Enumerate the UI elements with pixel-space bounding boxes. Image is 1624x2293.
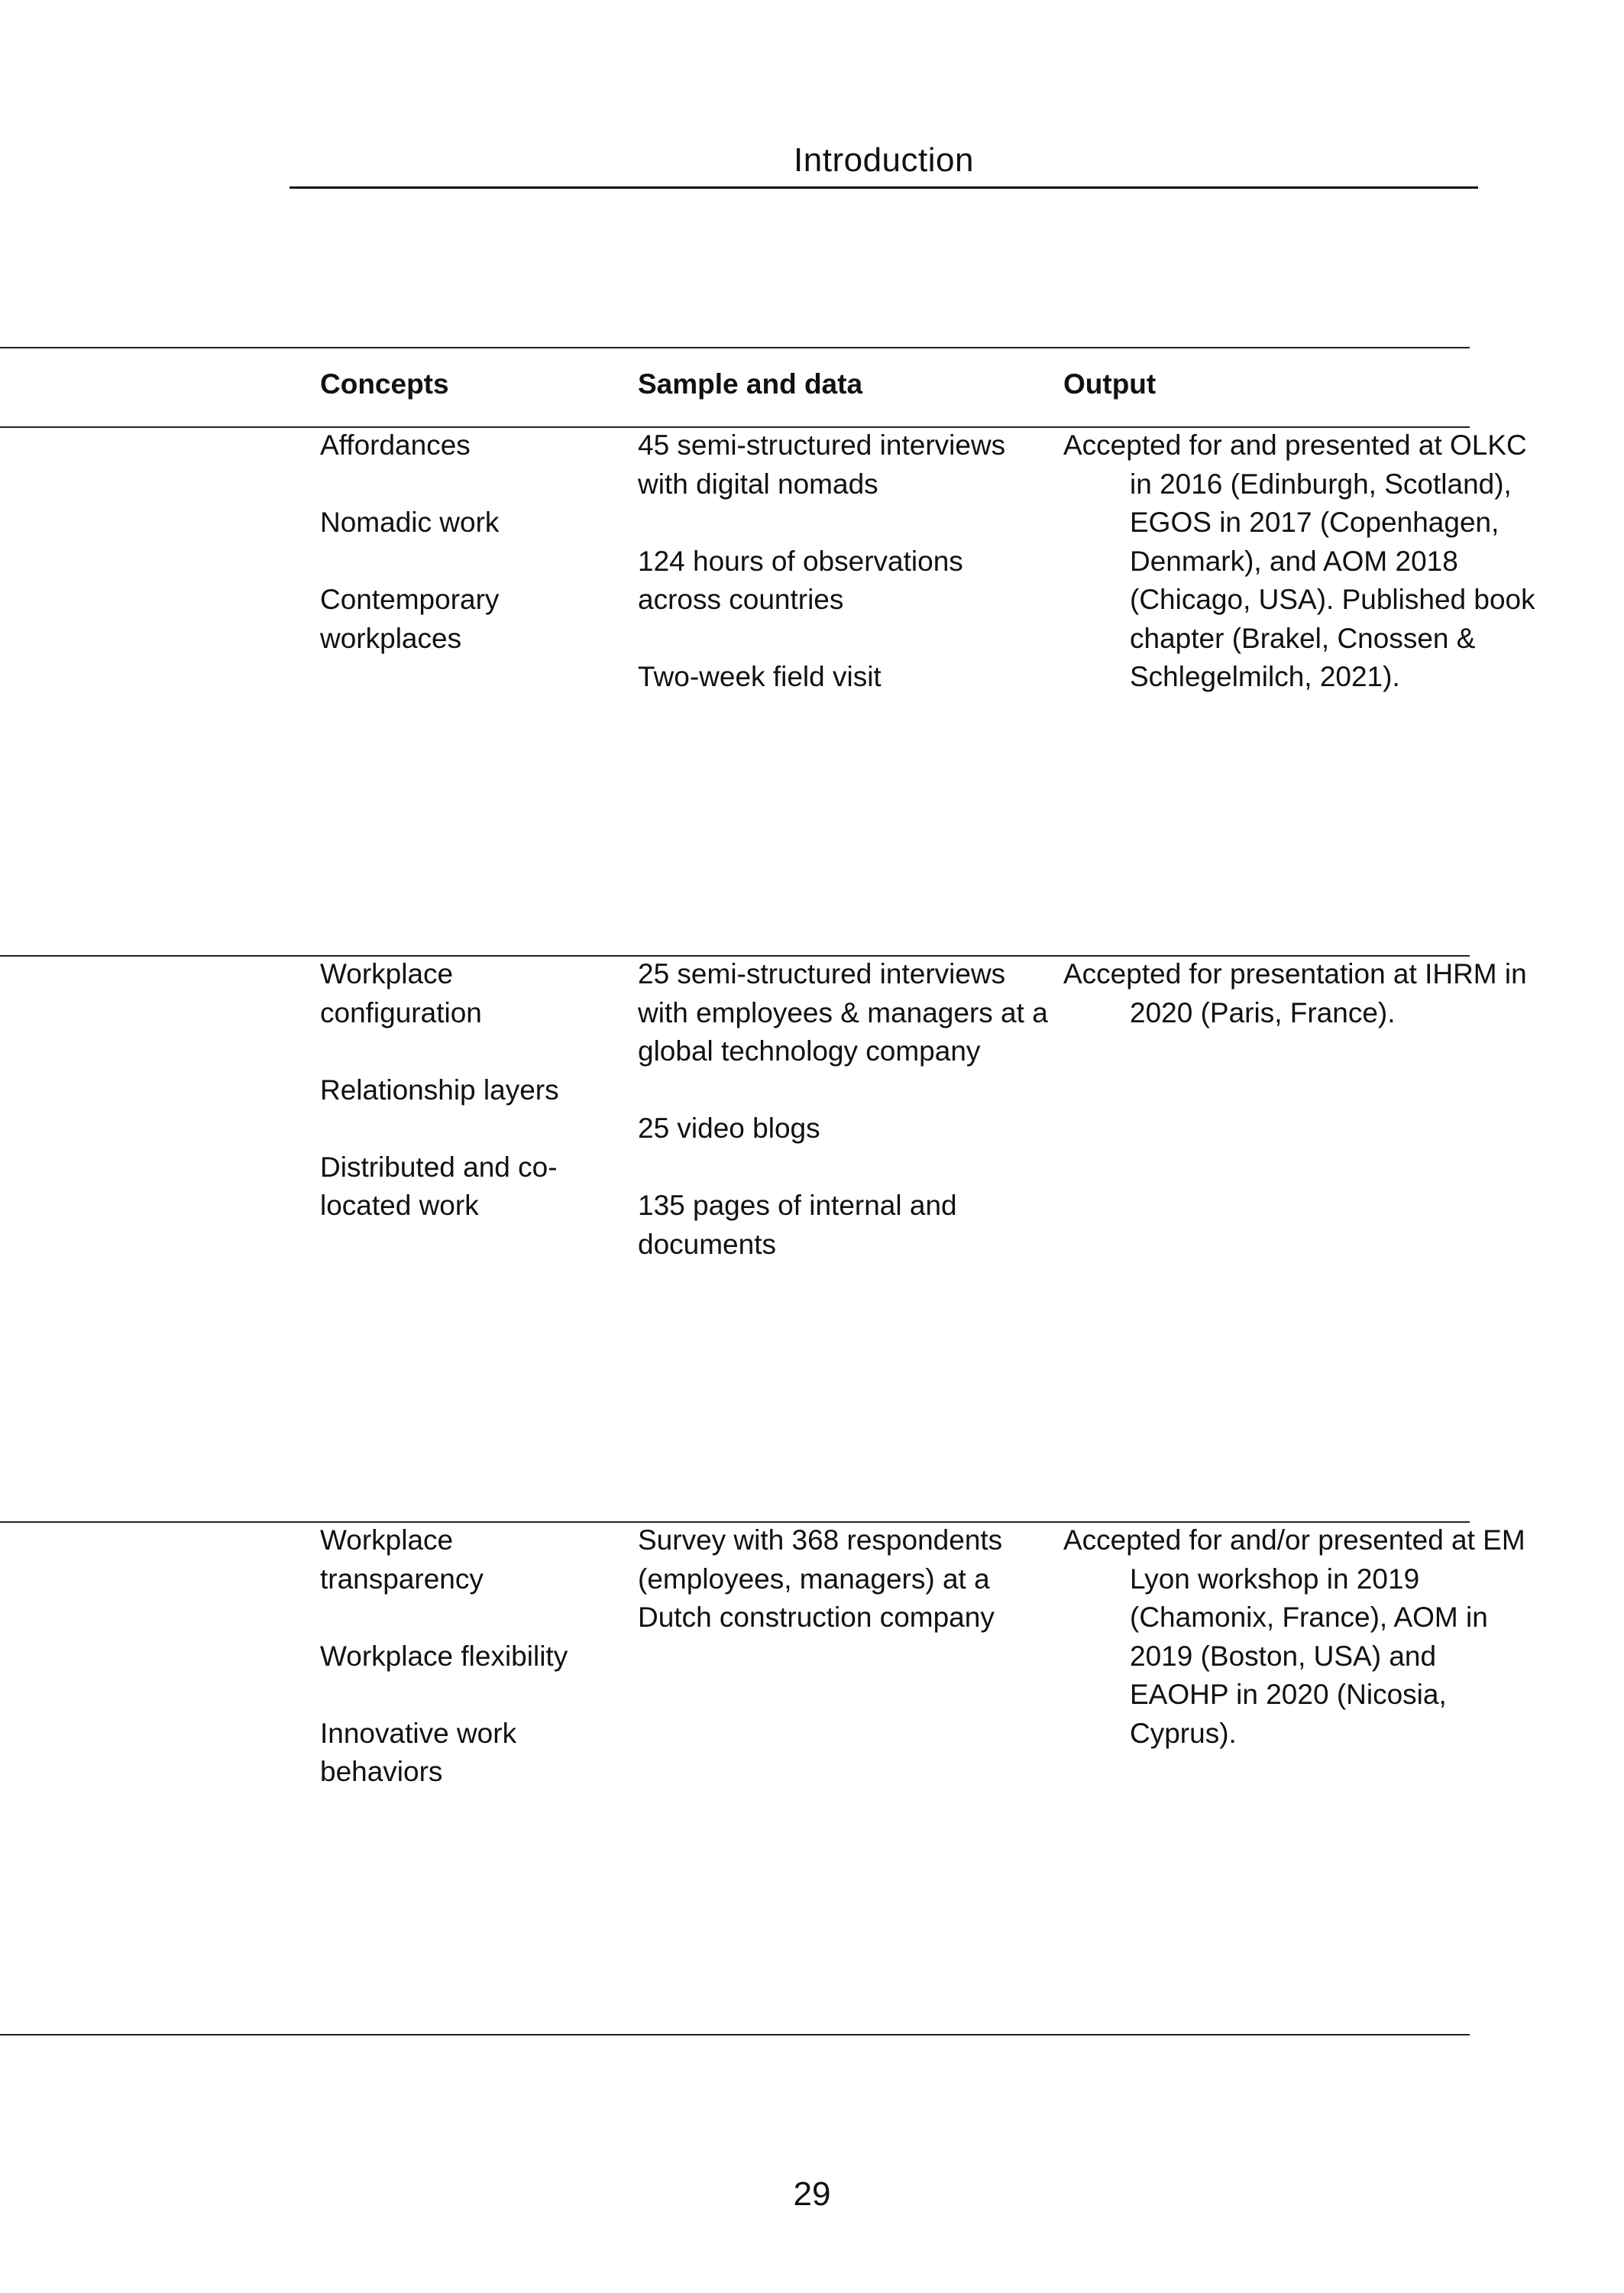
table-row-2-sample: [638, 955, 1050, 1264]
table-row-3-output: Accepted for and/or presented at EM Lyon workshop in 2019 (Chamonix, France), AOM in 2019 (Boston, USA) and EAOHP in 2020 (Nicosia, Cyprus).: [1063, 1524, 1525, 1749]
table-row-1-concepts: [320, 426, 610, 658]
table-row-3-sample: [638, 1521, 1050, 1637]
column-header-sample-and-data: Sample and data: [638, 368, 863, 400]
column-header-output: Output: [1063, 368, 1157, 400]
concept-item: Innovative work behaviors: [320, 1717, 517, 1787]
table-row-2-concepts: [320, 955, 610, 1226]
table-row-3-concepts: [320, 1521, 610, 1792]
concept-item: Nomadic work: [320, 507, 500, 538]
sample-item: Survey with 368 respondents (employees, managers) at a Dutch construction company: [638, 1524, 1003, 1633]
concept-item: Distributed and co-located work: [320, 1151, 558, 1221]
table-row-1-output: Accepted for and presented at OLKC in 2016 (Edinburgh, Scotland), EGOS in 2017 (Copenhagen, Denmark), and AOM 2018 (Chicago, USA). Published book chapter (Brakel, Cnossen & Schlegelmilch, 2021).: [1063, 429, 1535, 692]
table-top-rule: [0, 347, 1470, 348]
sample-item: 135 pages of internal and documents: [638, 1190, 957, 1260]
column-header-concepts: Concepts: [320, 368, 449, 400]
header-rule: [290, 186, 1478, 189]
concept-item: Workplace configuration: [320, 958, 482, 1028]
sample-item: 25 video blogs: [638, 1112, 820, 1144]
sample-item: 25 semi-structured interviews with employees & managers at a global technology company: [638, 958, 1048, 1067]
page-number: 29: [793, 2175, 831, 2213]
running-header-title: Introduction: [794, 141, 974, 179]
concept-item: Affordances: [320, 429, 471, 461]
table-bottom-rule: [0, 2034, 1470, 2036]
concept-item: Workplace flexibility: [320, 1640, 568, 1672]
concept-item: Workplace transparency: [320, 1524, 484, 1595]
concept-item: Relationship layers: [320, 1074, 559, 1106]
table-row-2-output: Accepted for presentation at IHRM in 2020 (Paris, France).: [1063, 958, 1527, 1028]
sample-item: Two-week field visit: [638, 661, 882, 692]
sample-item: 124 hours of observations across countries: [638, 545, 963, 615]
sample-item: 45 semi-structured interviews with digital nomads: [638, 429, 1006, 500]
table-row-1-sample: [638, 426, 1050, 697]
concept-item: Contemporary workplaces: [320, 584, 500, 654]
